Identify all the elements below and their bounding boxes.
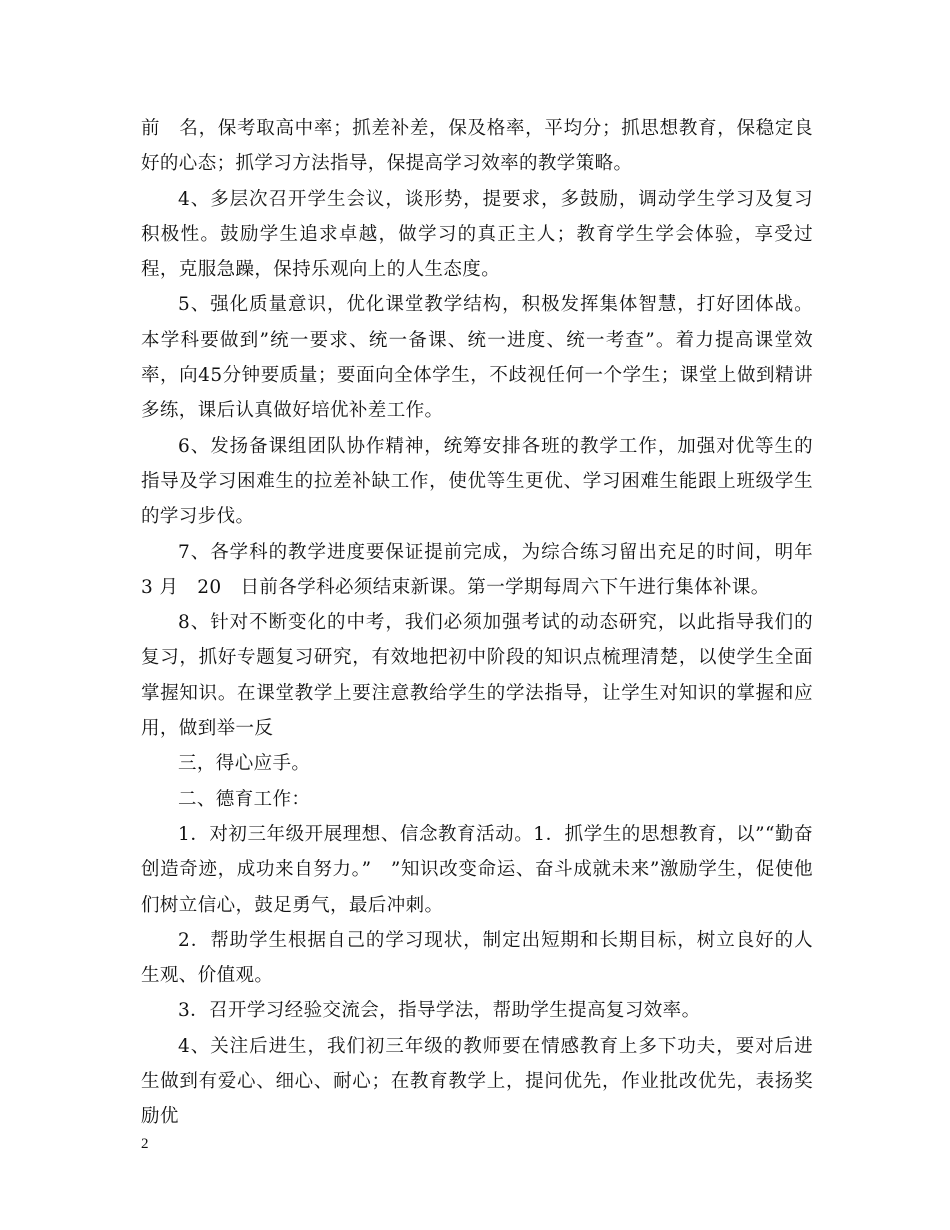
body-text (141, 111, 832, 1135)
paragraph: 4、关注后进生，我们初三年级的教师要在情感教育上多下功夫，要对后进生做到有爱心、细心、耐心；在教育教学上，提问优先，作业批改优先，表扬奖励优 (141, 1035, 813, 1128)
paragraph: 前 名，保考取高中率；抓差补差，保及格率，平均分；抓思想教育，保稳定良好的心态；抓学习方法指导，保提高学习效率的教学策略。 (141, 118, 813, 175)
paragraph: 6、发扬备课组团队协作精神，统筹安排各班的教学工作，加强对优等生的指导及学习困难生的拉差补缺工作，使优等生更优、学习困难生能跟上班级学生的学习步伐。 (141, 435, 813, 528)
paragraph: 1．对初三年级开展理想、信念教育活动。1．抓学生的思想教育，以”“勤奋创造奇迹，成功来自努力。” ”知识改变命运、奋斗成就未来”激励学生，促使他们树立信心，鼓足勇气，最后冲刺。 (141, 823, 813, 916)
page-number: 2 (141, 1136, 149, 1152)
section-heading: 二、德育工作： (178, 788, 311, 810)
paragraph: 2．帮助学生根据自己的学习现状，制定出短期和长期目标，树立良好的人生观、价值观。 (141, 929, 813, 987)
paragraph: 3．召开学习经验交流会，指导学法，帮助学生提高复习效率。 (178, 1000, 701, 1022)
paragraph: 8、针对不断变化的中考，我们必须加强考试的动态研究，以此指导我们的复习，抓好专题复习研究，有效地把初中阶段的知识点梳理清楚，以使学生全面掌握知识。在课堂教学上要注意教给学生的学法指导，让学生对知识的掌握和应用，做到举一反 (141, 612, 813, 740)
paragraph: 5、强化质量意识，优化课堂教学结构，积极发挥集体智慧，打好团体战。本学科要做到”统一要求、统一备课、统一进度、统一考查”。着力提高课堂效率，向45分钟要质量；要面向全体学生，不歧视任何一个学生；课堂上做到精讲多练，课后认真做好培优补差工作。 (141, 294, 813, 422)
paragraph: 7、各学科的教学进度要保证提前完成，为综合练习留出充足的时间，明年 3 月 20 日前各学科必须结束新课。第一学期每周六下午进行集体补课。 (141, 541, 832, 598)
paragraph: 三，得心应手。 (178, 753, 311, 775)
paragraph: 4、多层次召开学生会议，谈形势，提要求，多鼓励，调动学生学习及复习积极性。鼓励学生追求卓越，做学习的真正主人；教育学生学会体验，享受过程，克服急躁，保持乐观向上的人生态度。 (141, 188, 813, 281)
